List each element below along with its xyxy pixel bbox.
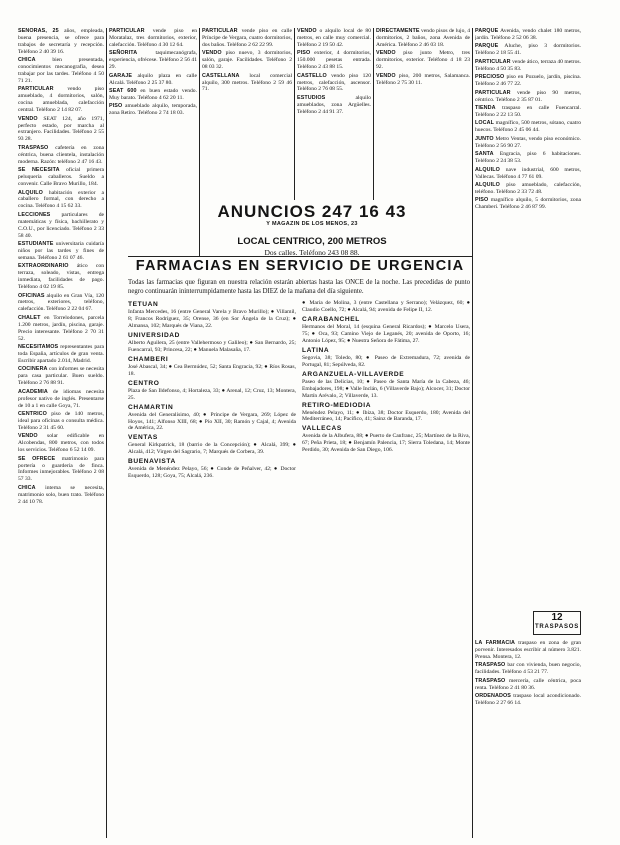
pharmacies-title: FARMACIAS EN SERVICIO DE URGENCIA <box>135 258 465 274</box>
classified-ad <box>18 389 104 410</box>
ad-keyword: ALQUILO <box>18 189 43 196</box>
ad-text: traspaso local acondicionado. Teléfono 2 27 66 14. <box>475 693 581 707</box>
traspasos-column <box>475 640 581 840</box>
ad-text: en Torrelodones, parcela 1.200 metros, jardín, piscina, garaje. Precio interesante. Teléfono 2 70 31 52. <box>18 314 104 342</box>
classified-ad <box>18 145 104 166</box>
district-pharmacy-list: Avenida de Menéndez Pelayo, 56; ● Conde de Peñalver, 42; ● Doctor Esquerdo, 128; Goya, 75; Alcalá, 236. <box>128 466 296 480</box>
ad-keyword: CHICA <box>18 484 36 491</box>
classified-ad <box>475 662 581 676</box>
ad-keyword: ALQUILO <box>475 182 500 189</box>
classified-ad <box>475 640 581 661</box>
classified-ad <box>376 50 470 71</box>
ad-keyword: TRASPASO <box>18 144 49 151</box>
ad-text: piso amueblado, calefacción, teléfono. Teléfono 2 33 72 48. <box>475 182 581 195</box>
ad-text: alquilo en Gran Vía, 120 metros, exteriores, teléfono, calefacción. Teléfono 2 22 04 67. <box>18 292 104 313</box>
ad-keyword: LOCAL <box>475 120 495 127</box>
classified-ad <box>297 73 371 94</box>
ad-text: Aluche, piso 3 dormitorios. Teléfono 2 18 55 41. <box>475 43 581 57</box>
ad-keyword: TRASPASO <box>475 662 506 669</box>
classifieds-column-4 <box>297 28 371 200</box>
ad-text: interna se necesita, matrimonio solo, buen trato. Teléfono 2 44 10 78. <box>18 484 104 505</box>
ad-keyword: SEÑORAS, 25 <box>18 28 59 34</box>
ad-keyword: CHICA <box>18 57 36 64</box>
ad-text: vendo piso amueblado, 4 dormitorios, salón, cocina amueblada, calefacción central. Teléfono 2 14 82 07. <box>18 86 104 114</box>
ad-keyword: PARTICULAR <box>202 28 238 34</box>
ad-text: bien presentada, conocimientos mecanografía, desea trabajar por las tardes. Teléfono 4 50 71 21. <box>18 57 104 84</box>
ad-keyword: SANTA <box>475 151 494 158</box>
district-pharmacy-list: Segovia, 38; Toledo, 80; ● Paseo de Extremadura, 72; avenida de Portugal, 81; Sepúlveda, 82. <box>302 354 470 368</box>
ad-text: vende piso 90 metros, céntrico. Teléfono 2 35 87 01. <box>475 89 581 103</box>
district-heading: UNIVERSIDAD <box>128 331 181 339</box>
local-ad-line: Dos calles. Teléfono 243 08 88. <box>264 248 360 257</box>
ad-text: vende ático, terraza 40 metros. Teléfono 4 50 35 83. <box>475 58 581 72</box>
ad-text: con informes se necesita para casa particular. Buen sueldo. Teléfono 2 76 88 91. <box>18 366 104 387</box>
classified-ad <box>18 190 104 211</box>
ad-keyword: SE NECESITA <box>18 167 60 174</box>
ad-text: bar con vivienda, buen negocio, facilidades. Teléfono 4 53 21 77. <box>475 662 581 676</box>
ad-text: traspaso en calle Fuencarral. Teléfono 2 22 13 50. <box>475 105 581 118</box>
ad-keyword: COCINERA <box>18 366 48 373</box>
ad-keyword: DIRECTAMENTE <box>376 28 420 34</box>
ad-text: amueblado alquilo, temporada, zona Retiro. Teléfono 2 74 18 03. <box>109 103 197 117</box>
classified-ad <box>18 293 104 314</box>
ad-text: piso de 140 metros, ideal para oficinas o consulta médica. Teléfono 2 31 45 60. <box>18 411 104 431</box>
ad-text: nave industrial, 600 metros, Vallecas. Teléfono 4 77 61 09. <box>475 166 581 180</box>
ad-text: o alquilo local de 80 metros, en calle muy comercial. Teléfono 2 19 50 42. <box>297 28 371 48</box>
district-pharmacy-list: José Abascal, 34; ● Cea Bermúdez, 52; Santa Engracia, 92; ● Ríos Rosas, 18. <box>128 363 296 377</box>
column-rule <box>472 28 473 838</box>
classifieds-column-6 <box>475 28 581 608</box>
classified-ad <box>475 59 581 73</box>
classified-ad <box>109 28 197 49</box>
ad-keyword: VENDO <box>18 115 38 122</box>
ad-text: piso junto Metro, tres dormitorios, exterior. Teléfono 4 18 23 92. <box>376 50 470 71</box>
ad-keyword: VENDO <box>376 50 396 57</box>
ad-keyword: VENDO <box>376 72 396 79</box>
pharmacies-intro: Todas las farmacias que figuran en nuestra relación estarán abiertas hasta las ONCE de la noche. Las precedidas de punto negro continuarán ininterrumpidamente hasta las DIEZ de la mañana del día siguiente. <box>128 279 470 295</box>
section-label: TRASPASOS <box>534 624 580 630</box>
ad-text: matrimonio para portería o guardería de finca. Informes inmejorables. Teléfono 2 08 57 33. <box>18 455 104 483</box>
district-heading: VENTAS <box>128 434 158 442</box>
ad-keyword: PISO <box>297 50 311 57</box>
local-ad-title: LOCAL CENTRICO, 200 METROS <box>237 236 387 247</box>
classified-ad <box>18 28 104 56</box>
ad-text: vende piso en calle Príncipe de Vergara, cuatro dormitorios, dos baños. Teléfono 2 62 22 99. <box>202 28 292 48</box>
district-pharmacy-list: Infanta Mercedes, 16 (entre General Varela y Bravo Murillo); ● Villamil, 8; Francos Rodríguez, 35; Orense, 36 (en Sor Ángela de la Cruz); ● Almansa, 102; Marqués de Viana, 22. <box>128 309 296 329</box>
ad-keyword: PARQUE <box>475 28 499 34</box>
ad-keyword: CENTRICO <box>18 411 47 418</box>
ad-text: magnífico, 500 metros, sótano, cuatro huecos. Teléfono 2 45 06 44. <box>475 120 581 134</box>
classifieds-column-1 <box>18 28 104 840</box>
district-heading: LATINA <box>302 346 330 354</box>
classified-ad <box>18 212 104 240</box>
classified-ad <box>109 103 197 117</box>
classified-ad <box>18 366 104 387</box>
classified-ad <box>297 50 371 71</box>
ad-keyword: ORDENADOS <box>475 693 511 700</box>
classified-ad <box>18 241 104 262</box>
ad-keyword: PARTICULAR <box>109 28 145 34</box>
district-pharmacy-list: Hermanos del Moral, 14 (esquina General Ricardos); ● Marcelo Usera, 75; ● Oca, 93; Camino Viejo de Leganés, 20; avenida de Oporto, 16; Antonio López, 95; ● Nuestra Señora de Fátima, 27. <box>302 323 470 344</box>
ad-keyword: EXTRAORDINARIO <box>18 263 69 270</box>
ad-text: Engracia, piso 6 habitaciones. Teléfono 2 24 38 53. <box>475 151 581 165</box>
ad-keyword: OFICINAS <box>18 292 45 299</box>
ad-keyword: PARQUE <box>475 43 499 50</box>
district-heading: TETUAN <box>128 301 159 308</box>
ad-text: en buen estado vendo. Muy barato. Teléfono 4 62 20 11. <box>109 88 197 101</box>
ad-keyword: LECCIONES <box>18 211 51 218</box>
classified-ad <box>202 50 292 71</box>
column-rule <box>373 28 374 200</box>
district-heading: ARGANZUELA-VILLAVERDE <box>302 370 405 378</box>
classified-ad <box>475 90 581 104</box>
ad-text: alquilo amueblados, zona Argüelles. Teléfono 2 44 91 37. <box>297 94 371 115</box>
ad-text: piso, 200 metros, Salamanca. Teléfono 2 75 30 11. <box>376 72 470 86</box>
ad-keyword: PRECIOSO <box>475 74 505 81</box>
district-heading: CHAMBERI <box>128 355 169 363</box>
classified-ad <box>109 88 197 102</box>
ad-text: taquimecanógrafa, experiencia, ofrécese. Teléfono 2 56 41 29. <box>109 50 197 71</box>
ad-keyword: CASTELLO <box>297 72 327 79</box>
ads-phone-banner <box>201 203 423 229</box>
classified-ad <box>475 43 581 57</box>
ad-keyword: ACADEMIA <box>18 388 48 395</box>
district-heading: BUENAVISTA <box>128 458 176 466</box>
district-pharmacy-list: Avenida de la Albufera, 88; ● Puerto de Canfranc, 25; Martínez de la Riva, 67; Peña Prieta, 18; ● Benjamín Palencia, 17; Sierra Toledana, 14; Monte Perdido, 30; Avenida de San Diego, 106. <box>302 433 470 454</box>
banner-subtitle: Y MAGAZIN DE LOS MENOS, 23 <box>266 221 358 227</box>
district-pharmacy-list: Alberto Aguilera, 25 (entre Vallehermoso y Galileo); ● San Bernardo, 25; Fuencarral, 93; Princesa, 22; ● Manuela Malasaña, 17. <box>128 339 296 353</box>
ad-keyword: LA FARMACIA <box>475 640 515 646</box>
ad-keyword: GARAJE <box>109 72 133 79</box>
district-heading: VALLECAS <box>302 425 342 433</box>
ad-keyword: PISO <box>109 103 123 110</box>
ad-text: SEAT 124, año 1971, perfecto estado, por marcha al extranjero. Facilidades. Teléfono 2 55 93 28. <box>18 115 104 143</box>
ad-keyword: SEAT 600 <box>109 88 137 95</box>
district-heading: CHAMARTIN <box>128 403 174 411</box>
classified-ad <box>475 151 581 165</box>
ad-keyword: CASTELLANA <box>202 72 240 79</box>
ad-text: Avenida, vendo chalet 180 metros, jardín. Teléfono 2 52 06 38. <box>475 28 581 41</box>
classified-ad <box>18 433 104 454</box>
ad-text: alquilo plaza en calle Alcalá. Teléfono 2 25 37 80. <box>109 72 197 86</box>
district-heading: RETIRO-MEDIODIA <box>302 401 372 409</box>
classified-ad <box>475 136 581 150</box>
classified-ad <box>18 411 104 432</box>
district-heading: CARABANCHEL <box>302 315 360 323</box>
classified-ad <box>18 86 104 114</box>
ad-text: particulares de matemáticas y física, bachillerato y C.O.U., por licenciado. Teléfono 2 33 58 40. <box>18 211 104 239</box>
classified-ad <box>475 105 581 119</box>
district-pharmacy-list: Plaza de San Ildefonso, 4; Hortaleza, 33; ● Arenal, 12; Cruz, 13; Montera, 25. <box>128 387 296 401</box>
ad-text: solar edificable en Alcobendas, 800 metros, con todos los servicios. Teléfono 6 52 14 09. <box>18 433 104 454</box>
classified-ad <box>18 167 104 188</box>
ad-keyword: SE OFRECE <box>18 455 56 462</box>
ad-keyword: VENDO <box>18 433 38 440</box>
district-pharmacy-list: ● María de Molina, 3 (entre Castellana y Serrano); Velázquez, 60; ● Claudio Coello, 72; ● Alcalá, 94; avenida de Felipe II, 12. <box>302 300 470 313</box>
ad-text: vendo pisos de lujo, 4 dormitorios, 2 baños, zona Avenida de América. Teléfono 2 46 03 18. <box>376 28 470 48</box>
section-marker <box>533 611 581 635</box>
ad-keyword: CHALET <box>18 314 41 321</box>
classified-ad <box>376 73 470 87</box>
ad-keyword: NECESITAMOS <box>18 344 59 351</box>
classified-ad <box>202 73 292 94</box>
ad-text: piso nuevo, 3 dormitorios, salón, garaje. Facilidades. Teléfono 2 08 03 32. <box>202 50 292 71</box>
district-pharmacy-list: Avenida del Generalísimo, 40; ● Príncipe de Vergara, 269; López de Hoyos, 141; Alfonso XIII, 68; ● Pío XII, 30; Ramón y Cajal, 4; Avenida de América, 22. <box>128 411 296 432</box>
ad-text: representantes para toda España, artículos de gran venta. Escribir apartado 2.014, Madrid. <box>18 344 104 364</box>
ad-keyword: PARTICULAR <box>475 58 511 65</box>
classified-ad <box>475 693 581 707</box>
ad-text: local comercial alquilo, 300 metros. Teléfono 2 59 46 71. <box>202 72 292 93</box>
classified-ad <box>297 28 371 49</box>
ad-keyword: JUNTO <box>475 135 494 142</box>
ad-text: Metro Ventas, vendo piso económico. Teléfono 2 56 90 27. <box>475 135 581 149</box>
ad-text: mercería, calle céntrica, poca renta. Teléfono 2 41 80 36. <box>475 677 581 691</box>
classified-ad <box>475 197 581 211</box>
classified-ad <box>475 678 581 692</box>
ad-keyword: SEÑORITA <box>109 50 138 57</box>
ad-text: traspaso en zona de gran porvenir. Interesados escribir al número 3.821. Prensa. Montera, 12. <box>475 640 581 660</box>
ad-keyword: ESTUDIOS <box>297 94 326 101</box>
classified-ad <box>18 57 104 85</box>
classified-ad <box>18 263 104 291</box>
ad-text: vende piso en Moratalaz, tres dormitorios, exterior, calefacción. Teléfono 4 30 12 64. <box>109 28 197 48</box>
ad-text: cafetería en zona céntrica, buena clientela, instalación moderna. Razón: teléfono 2 47 16 43. <box>18 144 104 165</box>
classifieds-column-2 <box>109 28 197 256</box>
ad-keyword: VENDO <box>297 28 317 34</box>
classified-ad <box>475 74 581 88</box>
pharmacies-left-column <box>128 300 296 840</box>
ad-text: de idiomas necesita profesor nativo de inglés. Presentarse de 10 a 1 en calle Goya, 71. <box>18 388 104 409</box>
classified-ad <box>18 116 104 144</box>
banner-title: ANUNCIOS 247 16 43 <box>217 202 407 221</box>
ad-text: vendo piso 120 metros, calefacción, ascensor. Teléfono 2 76 08 55. <box>297 72 371 93</box>
district-pharmacy-list: Menéndez Pelayo, 11; ● Ibiza, 38; Doctor Esquerdo, 180; Avenida del Mediterráneo, 14; Pacífico, 41; Sainz de Baranda, 17. <box>302 409 470 423</box>
classified-ad <box>202 28 292 49</box>
classified-ad <box>475 167 581 181</box>
district-pharmacy-list: Paseo de las Delicias, 10; ● Paseo de Santa María de la Cabeza, 46; Embajadores, 198; ● Valle Inclán, 6 (Villaverde Bajo); Alcocer, 31; Doctor Martín Arévalo, 2; Villaverde, 13. <box>302 378 470 399</box>
classified-ad <box>109 73 197 87</box>
classified-ad <box>109 50 197 71</box>
classified-ad <box>18 485 104 506</box>
ad-text: exterior, 4 dormitorios, 150.000 pesetas entrada. Teléfono 2 43 88 15. <box>297 50 371 71</box>
classified-ad <box>18 315 104 343</box>
ad-text: habitación exterior a caballero formal, con derecho a cocina. Teléfono 4 15 62 33. <box>18 189 104 210</box>
ad-keyword: PARTICULAR <box>18 86 54 93</box>
classified-ad <box>475 120 581 134</box>
classified-ad <box>475 182 581 196</box>
ad-keyword: VENDO <box>202 50 222 57</box>
ad-text: magnífico alquilo, 5 dormitorios, zona Chamberí. Teléfono 2 46 87 99. <box>475 197 581 211</box>
section-number: 12 <box>551 612 563 623</box>
district-heading: CENTRO <box>128 379 160 387</box>
ad-text: ático con terraza, soleado, vistas, entrega inmediata, facilidades de pago. Teléfono 4 02 19 85. <box>18 263 104 291</box>
classified-ad <box>18 344 104 365</box>
district-pharmacy-list: General Kirkpatrick, 18 (barrio de la Concepción); ● Alcalá, 399; ● Alcalá, 412; Virgen del Sagrario, 7; Marqués de Corbera, 39. <box>128 442 296 456</box>
classifieds-column-3 <box>202 28 292 200</box>
classified-ad <box>297 95 371 116</box>
local-centrico-ad <box>201 236 423 257</box>
ad-text: años, empleada, buena presencia, se ofrece para trabajos de secretaría y recepción. Teléfono 2 40 39 16. <box>18 28 104 55</box>
ad-keyword: PARTICULAR <box>475 89 511 96</box>
ad-keyword: TRASPASO <box>475 677 506 684</box>
classified-ad <box>376 28 470 49</box>
column-rule <box>199 28 200 256</box>
classified-ad <box>18 456 104 484</box>
column-rule <box>294 28 295 200</box>
ad-text: piso en Pozuelo, jardín, piscina. Teléfono 2 46 77 22. <box>475 74 581 88</box>
ad-keyword: ESTUDIANTE <box>18 241 54 248</box>
classified-ad <box>475 28 581 42</box>
ad-text: universitaria cuidaría niños por las tardes y fines de semana. Teléfono 2 61 07 46. <box>18 241 104 261</box>
ad-keyword: ALQUILO <box>475 166 500 173</box>
ad-text: oficial primera peluquería caballeros. Sueldo a convenir. Calle Bravo Murillo, 184. <box>18 167 104 187</box>
ad-keyword: TIENDA <box>475 105 496 112</box>
column-rule <box>106 28 107 838</box>
pharmacies-right-column <box>302 300 470 840</box>
ad-keyword: PISO <box>475 197 489 204</box>
